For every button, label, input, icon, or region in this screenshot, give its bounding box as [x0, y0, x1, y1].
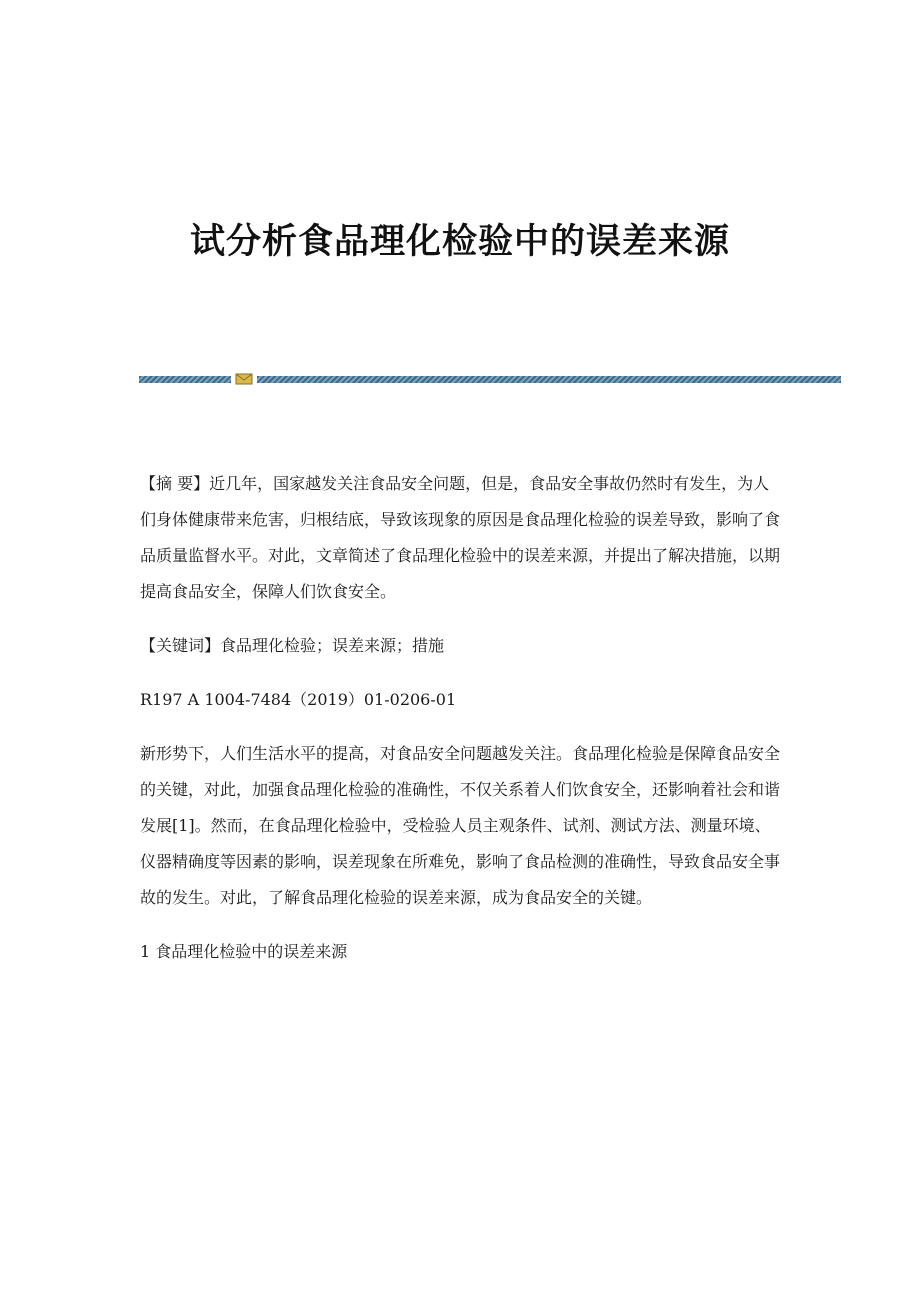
- classification-code: R197 A 1004-7484（2019）01-0206-01: [140, 690, 457, 709]
- abstract-label: 【摘 要】: [140, 474, 210, 493]
- abstract-text: 近几年，国家越发关注食品安全问题，但是，食品安全事故仍然时有发生，为人们身体健康带来危害，归根结底，导致该现象的原因是食品理化检验的误差导致，影响了食品质量监督水平。对此，文章简述了食品理化检验中的误差来源，并提出了解决措施，以期提高食品安全，保障人们饮食安全。: [140, 474, 781, 601]
- document-title: 试分析食品理化检验中的误差来源: [189, 221, 730, 262]
- article-body: [140, 466, 785, 988]
- abstract-paragraph: [140, 466, 785, 610]
- keywords-paragraph: [140, 628, 785, 664]
- divider-bar-right: [257, 376, 841, 383]
- keywords-label: 【关键词】: [140, 636, 221, 655]
- envelope-icon: [235, 372, 253, 386]
- section-heading-1: 1 食品理化检验中的误差来源: [140, 942, 348, 961]
- body-paragraph-1: 新形势下，人们生活水平的提高，对食品安全问题越发关注。食品理化检验是保障食品安全的关键，对此，加强食品理化检验的准确性，不仅关系着人们饮食安全，还影响着社会和谐发展[1]。然而，在食品理化检验中，受检验人员主观条件、试剂、测试方法、测量环境、仪器精确度等因素的影响，误差现象在所难免，影响了食品检测的准确性，导致食品安全事故的发生。对此，了解食品理化检验的误差来源，成为食品安全的关键。: [140, 744, 781, 907]
- keywords-text: 食品理化检验；误差来源；措施: [220, 636, 445, 655]
- divider-bar-left: [139, 376, 231, 383]
- title-divider: [139, 372, 841, 386]
